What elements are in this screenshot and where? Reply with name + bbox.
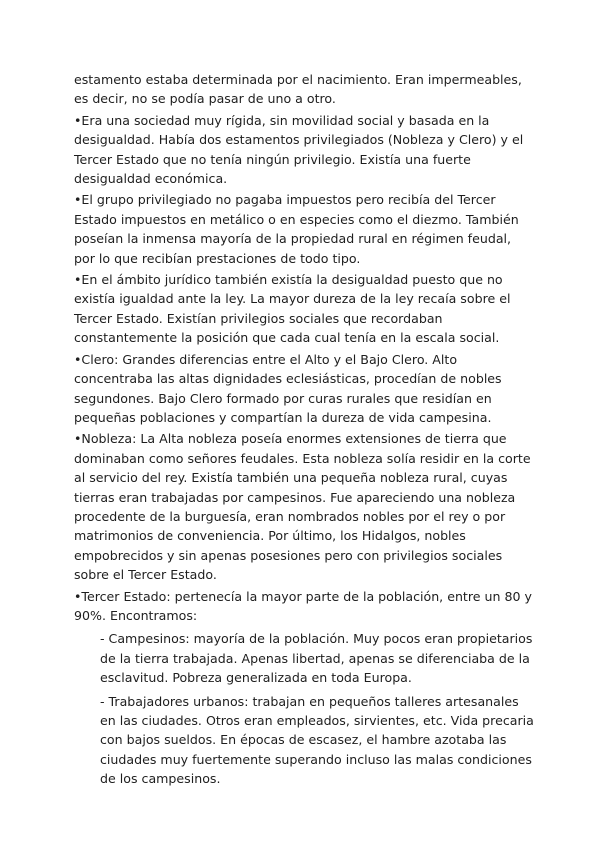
paragraph-estamento: estamento estaba determinada por el nacimiento. Eran impermeables, es decir, no se podía pasar de uno a otro. <box>74 72 522 107</box>
document-page <box>74 70 534 791</box>
paragraph-grupo-privilegiado: •El grupo privilegiado no pagaba impuestos pero recibía del Tercer Estado impuestos en metálico o en especies como el diezmo. También poseían la inmensa mayoría de la propiedad rural en régimen feudal, por lo que recibían prestaciones de todo tipo. <box>74 192 519 266</box>
sub-item-campesinos: - Campesinos: mayoría de la población. Muy pocos eran propietarios de la tierra trabajada. Apenas libertad, apenas se diferenciaba de la esclavitud. Pobreza generalizada en toda Europa. <box>100 631 533 686</box>
paragraph-tercer-estado: •Tercer Estado: pertenecía la mayor parte de la población, entre un 80 y 90%. Encontramos: <box>74 588 532 623</box>
paragraph-clero: •Clero: Grandes diferencias entre el Alto y el Bajo Clero. Alto concentraba las altas dignidades eclesiásticas, procedían de nobles segundones. Bajo Clero formado por curas rurales que residían en pequeñas poblaciones y compartían la dureza de vida campesina. <box>74 351 502 425</box>
sub-item-trabajadores-urbanos: - Trabajadores urbanos: trabajan en pequeños talleres artesanales en las ciudades. Otros eran empleados, sirvientes, etc. Vida precaria con bajos sueldos. En épocas de escasez, el hambre azotaba las ciudades muy fuertemente superando incluso las malas condiciones de los campesinos. <box>100 693 534 787</box>
paragraph-ambito-juridico: •En el ámbito jurídico también existía la desigualdad puesto que no existía igualdad ante la ley. La mayor dureza de la ley recaía sobre el Tercer Estado. Existían privilegios sociales que recordaban constantemente la posición que cada cual tenía en la escala social. <box>74 272 511 346</box>
paragraph-nobleza: •Nobleza: La Alta nobleza poseía enormes extensiones de tierra que dominaban como señores feudales. Esta nobleza solía residir en la corte al servicio del rey. Existía también una pequeña nobleza rural, cuyas tierras eran trabajadas por campesinos. Fue apareciendo una nobleza procedente de la burguesía, eran nombrados nobles por el rey o por matrimonios de conveniencia. Por último, los Hidalgos, nobles empobrecidos y sin apenas posesiones pero con privilegios sociales sobre el Tercer Estado. <box>74 431 531 583</box>
paragraph-sociedad-rigida: •Era una sociedad muy rígida, sin movilidad social y basada en la desigualdad. Había dos estamentos privilegiados (Nobleza y Clero) y el Tercer Estado que no tenía ningún privilegio. Existía una fuerte desigualdad económica. <box>74 112 524 187</box>
